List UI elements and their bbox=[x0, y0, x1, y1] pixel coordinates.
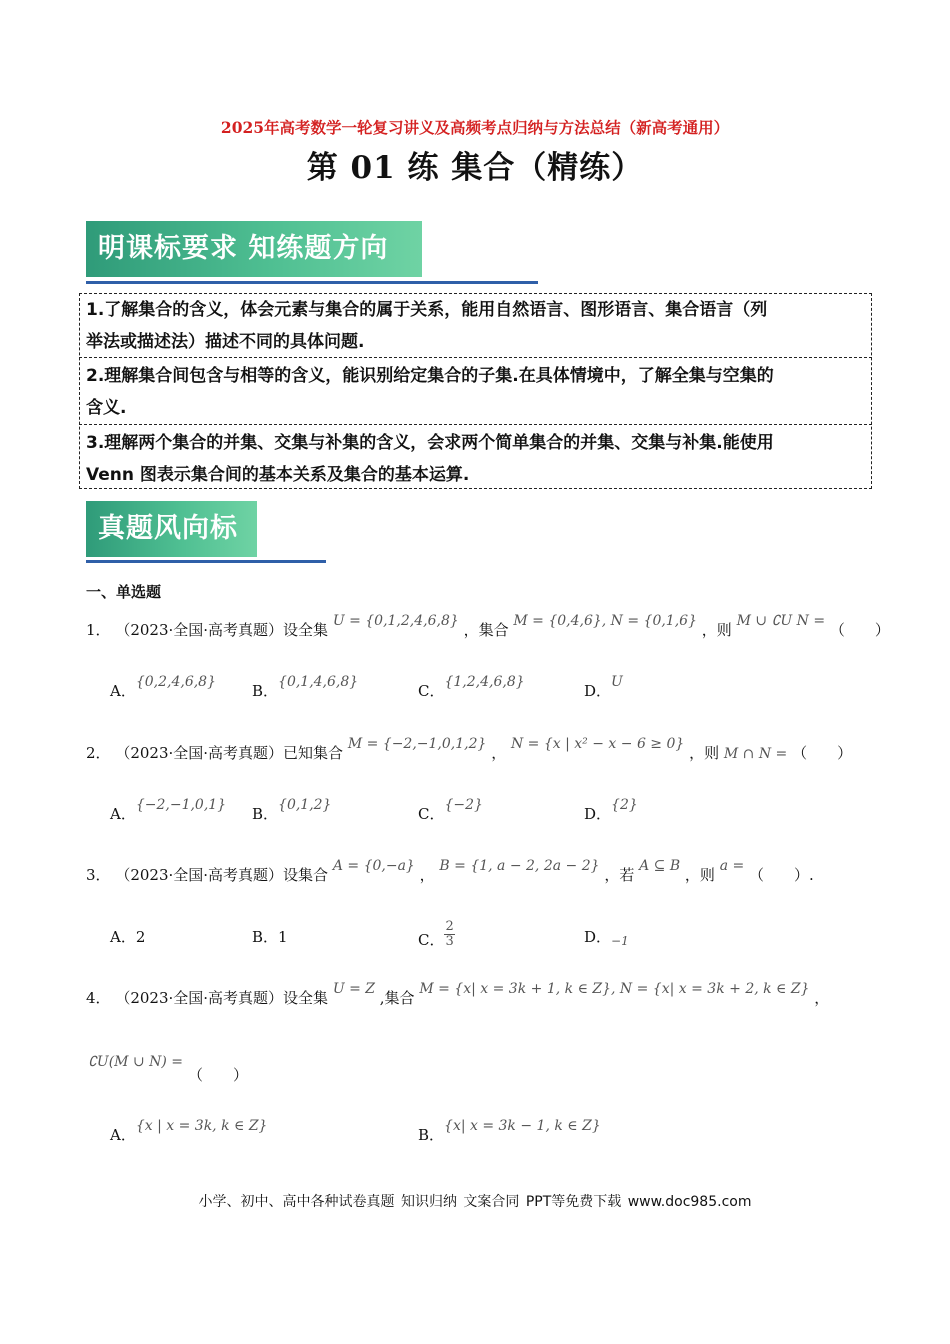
question-1 bbox=[86, 613, 890, 640]
question-number: 4． bbox=[86, 989, 111, 1007]
option-label: A． bbox=[110, 805, 136, 823]
question-text: ， bbox=[814, 989, 830, 1007]
question-text: ， bbox=[419, 866, 435, 884]
option-value: {0,2,4,6,8} bbox=[135, 674, 216, 690]
question-source: （2023·全国·高考真题）已知集合 bbox=[115, 744, 344, 762]
question-text: ，若 bbox=[604, 866, 635, 884]
option-label: B． bbox=[418, 1126, 445, 1144]
option-label: D． bbox=[584, 805, 612, 823]
math-expression: M = {0,4,6}, N = {0,1,6} bbox=[513, 613, 697, 629]
option-value: U bbox=[611, 674, 623, 690]
option-value: −1 bbox=[611, 934, 629, 948]
math-expression: B = {1, a − 2, 2a − 2} bbox=[439, 858, 600, 874]
fraction-numerator: 2 bbox=[445, 919, 454, 934]
option-label: B． bbox=[252, 928, 279, 946]
requirement-item bbox=[86, 294, 866, 358]
option-c[interactable] bbox=[418, 674, 525, 701]
option-b[interactable] bbox=[252, 797, 332, 824]
banner-curriculum: 明课标要求 知练题方向 bbox=[86, 221, 422, 277]
option-d[interactable] bbox=[584, 797, 638, 824]
option-label: B． bbox=[252, 682, 279, 700]
answer-bracket: （ ） bbox=[792, 744, 853, 762]
option-a[interactable] bbox=[110, 797, 227, 824]
answer-bracket: （ ） bbox=[829, 621, 890, 639]
math-expression: A = {0,−a} bbox=[332, 858, 415, 874]
question-number: 3． bbox=[86, 866, 111, 884]
option-value: {1,2,4,6,8} bbox=[444, 674, 525, 690]
page-footer: 小学、初中、高中各种试卷真题 知识归纳 文案合同 PPT等免费下载 www.doc985.com bbox=[198, 1194, 752, 1210]
option-label: A． bbox=[110, 1126, 136, 1144]
option-a[interactable] bbox=[110, 926, 145, 947]
option-label: A． bbox=[110, 928, 136, 946]
question-source: （2023·全国·高考真题）设全集 bbox=[115, 989, 329, 1007]
option-value: {2} bbox=[611, 797, 638, 813]
option-label: A． bbox=[110, 682, 136, 700]
math-expression: U = {0,1,2,4,6,8} bbox=[332, 613, 459, 629]
option-value: {0,1,4,6,8} bbox=[278, 674, 359, 690]
option-value: {−2} bbox=[444, 797, 483, 813]
math-expression: ∁U(M ∪ N) = bbox=[88, 1054, 184, 1070]
question-4-continued bbox=[88, 1052, 183, 1070]
question-3 bbox=[86, 858, 814, 885]
option-b[interactable] bbox=[252, 926, 288, 947]
question-source: （2023·全国·高考真题）设全集 bbox=[115, 621, 329, 639]
answer-bracket: （ ） bbox=[188, 1066, 249, 1084]
document-subtitle: 2025年高考数学一轮复习讲义及高频考点归纳与方法总结（新高考通用） bbox=[220, 118, 730, 137]
option-label: D． bbox=[584, 928, 612, 946]
option-d[interactable] bbox=[584, 926, 629, 947]
math-expression: M ∩ N = bbox=[723, 746, 788, 762]
option-b[interactable] bbox=[252, 674, 359, 701]
math-expression: U = Z bbox=[332, 981, 375, 997]
math-expression: M ∪ ∁U N = bbox=[736, 613, 826, 629]
option-value: {x | x = 3k, k ∈ Z} bbox=[135, 1118, 268, 1134]
math-expression: a = bbox=[719, 858, 745, 874]
option-value: {−2,−1,0,1} bbox=[135, 797, 227, 813]
math-expression: M = {x| x = 3k + 1, k ∈ Z}, N = {x| x = 3k + 2, k ∈ Z} bbox=[419, 981, 810, 997]
requirement-line: 1.了解集合的含义，体会元素与集合的属于关系，能用自然语言、图形语言、集合语言（列 bbox=[86, 300, 768, 320]
option-label: C． bbox=[418, 682, 445, 700]
question-text: ，则 bbox=[684, 866, 715, 884]
requirement-item bbox=[86, 360, 866, 424]
option-d[interactable] bbox=[584, 674, 623, 701]
question-text: ，集合 bbox=[463, 621, 509, 639]
fraction-denominator: 3 bbox=[445, 934, 454, 949]
answer-bracket: （ ）. bbox=[749, 866, 814, 884]
option-value: {0,1,2} bbox=[278, 797, 332, 813]
option-label: C． bbox=[418, 805, 445, 823]
requirement-line: 举法或描述法）描述不同的具体问题. bbox=[86, 332, 365, 352]
option-a[interactable] bbox=[110, 1118, 268, 1145]
math-expression: A ⊆ B bbox=[639, 858, 681, 874]
option-c[interactable] bbox=[418, 919, 455, 955]
option-value: 1 bbox=[278, 928, 288, 946]
requirement-line: 2.理解集合间包含与相等的含义，能识别给定集合的子集.在具体情境中，了解全集与空集的 bbox=[86, 366, 774, 386]
option-label: C． bbox=[418, 930, 445, 949]
question-number: 1． bbox=[86, 621, 111, 639]
option-label: D． bbox=[584, 682, 612, 700]
question-number: 2． bbox=[86, 744, 111, 762]
option-c[interactable] bbox=[418, 797, 483, 824]
requirement-line: Venn 图表示集合间的基本关系及集合的基本运算. bbox=[86, 465, 470, 485]
question-source: （2023·全国·高考真题）设集合 bbox=[115, 866, 329, 884]
option-value: {x| x = 3k − 1, k ∈ Z} bbox=[444, 1118, 601, 1134]
question-text: ， bbox=[491, 744, 507, 762]
math-expression: M = {−2,−1,0,1,2} bbox=[347, 736, 487, 752]
math-expression: N = {x | x² − x − 6 ≥ 0} bbox=[510, 736, 685, 752]
question-text: ，则 bbox=[689, 744, 720, 762]
banner-exam-trends-underline bbox=[86, 560, 326, 563]
banner-curriculum-underline bbox=[86, 281, 538, 284]
requirement-line: 含义. bbox=[86, 398, 127, 418]
option-label: B． bbox=[252, 805, 279, 823]
question-4 bbox=[86, 981, 830, 1008]
requirement-line: 3.理解两个集合的并集、交集与补集的含义，会求两个简单集合的并集、交集与补集.能使用 bbox=[86, 433, 774, 453]
question-text: ,集合 bbox=[379, 989, 415, 1007]
option-value: 2 bbox=[135, 928, 146, 946]
option-b[interactable] bbox=[418, 1118, 601, 1145]
question-2 bbox=[86, 736, 853, 763]
fraction bbox=[444, 920, 454, 949]
requirements-divider bbox=[79, 424, 872, 425]
document-title: 第 01 练 集合（精练） bbox=[306, 150, 644, 186]
requirement-item bbox=[86, 427, 866, 491]
option-a[interactable] bbox=[110, 674, 216, 701]
banner-exam-trends: 真题风向标 bbox=[86, 501, 257, 557]
section-title: 一、单选题 bbox=[86, 583, 162, 601]
question-text: ，则 bbox=[701, 621, 732, 639]
